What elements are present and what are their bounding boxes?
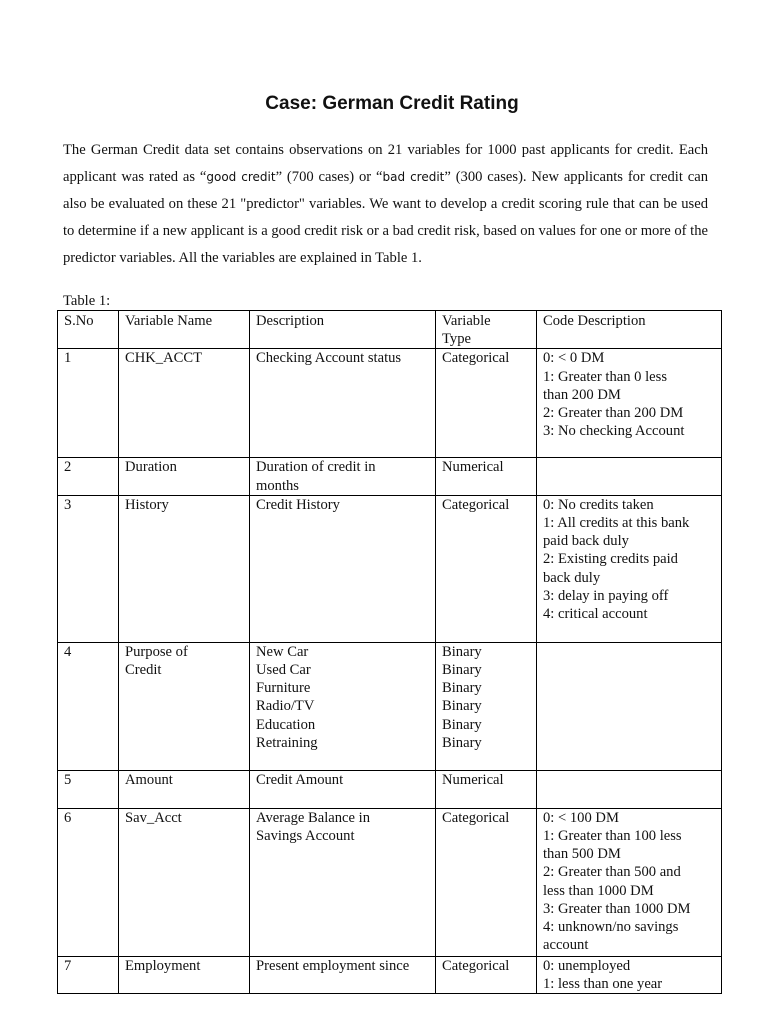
bad-credit-code: bad credit [382,170,445,184]
cell-sno: 2 [58,458,119,495]
table-header-row [58,311,722,349]
cell-sno: 5 [58,770,119,808]
cell-code-description [537,458,722,495]
cell-variable-name: CHK_ACCT [119,349,250,458]
cell-variable-type: Numerical [436,458,537,495]
good-credit-code: good credit [206,170,276,184]
header-variable-type: Variable Type [436,311,537,349]
cell-variable-type: Categorical [436,808,537,956]
header-code-description: Code Description [537,311,722,349]
variables-table [57,310,722,994]
cell-sno: 4 [58,642,119,770]
cell-variable-type: Binary Binary Binary Binary Binary Binary [436,642,537,770]
cell-description: Average Balance in Savings Account [250,808,436,956]
intro-paragraph [63,137,708,272]
cell-sno: 6 [58,808,119,956]
cell-code-description: 0: < 100 DM 1: Greater than 100 less than 500 DM 2: Greater than 500 and less than 1000 DM 3: Greater than 1000 DM 4: unknown/no savings account [537,808,722,956]
cell-variable-type: Categorical [436,349,537,458]
table-row [58,495,722,642]
cell-variable-name: Duration [119,458,250,495]
cell-description: Duration of credit in months [250,458,436,495]
cell-sno: 1 [58,349,119,458]
table-caption: Table 1: [63,293,111,309]
table-row [58,808,722,956]
table-row [58,458,722,495]
cell-sno: 7 [58,956,119,993]
table-row [58,956,722,993]
intro-text-part-3: ” (300 cases). New applicants for credit can also be evaluated on these 21 "predictor" variables. We want to develop a credit scoring rule that can be used to determine if a new applicant is a good credit risk or a bad credit risk, based on values for one or more of the predictor variables. All the variables are explained in Table 1. [63,169,708,266]
cell-variable-type: Categorical [436,495,537,642]
cell-description: Credit Amount [250,770,436,808]
cell-code-description: 0: unemployed 1: less than one year [537,956,722,993]
table-row [58,349,722,458]
header-variable-name: Variable Name [119,311,250,349]
table-row [58,770,722,808]
cell-code-description: 0: < 0 DM 1: Greater than 0 less than 200 DM 2: Greater than 200 DM 3: No checking Account [537,349,722,458]
cell-code-description: 0: No credits taken 1: All credits at this bank paid back duly 2: Existing credits paid back duly 3: delay in paying off 4: critical account [537,495,722,642]
cell-description: Checking Account status [250,349,436,458]
document-title: Case: German Credit Rating [265,93,519,114]
header-sno: S.No [58,311,119,349]
cell-description: Present employment since [250,956,436,993]
intro-text-part-1: The German Credit data set contains observations on 21 variables for 1000 past applicants for credit. Each applicant was rated as “ [63,142,708,185]
cell-code-description [537,770,722,808]
cell-variable-name: Purpose of Credit [119,642,250,770]
cell-code-description [537,642,722,770]
cell-variable-type: Numerical [436,770,537,808]
cell-variable-name: Amount [119,770,250,808]
cell-variable-name: Employment [119,956,250,993]
intro-text-part-2: ” (700 cases) or “ [275,169,383,185]
table-row [58,642,722,770]
cell-variable-name: Sav_Acct [119,808,250,956]
cell-variable-name: History [119,495,250,642]
cell-variable-type: Categorical [436,956,537,993]
cell-description: New Car Used Car Furniture Radio/TV Education Retraining [250,642,436,770]
cell-sno: 3 [58,495,119,642]
header-description: Description [250,311,436,349]
cell-description: Credit History [250,495,436,642]
